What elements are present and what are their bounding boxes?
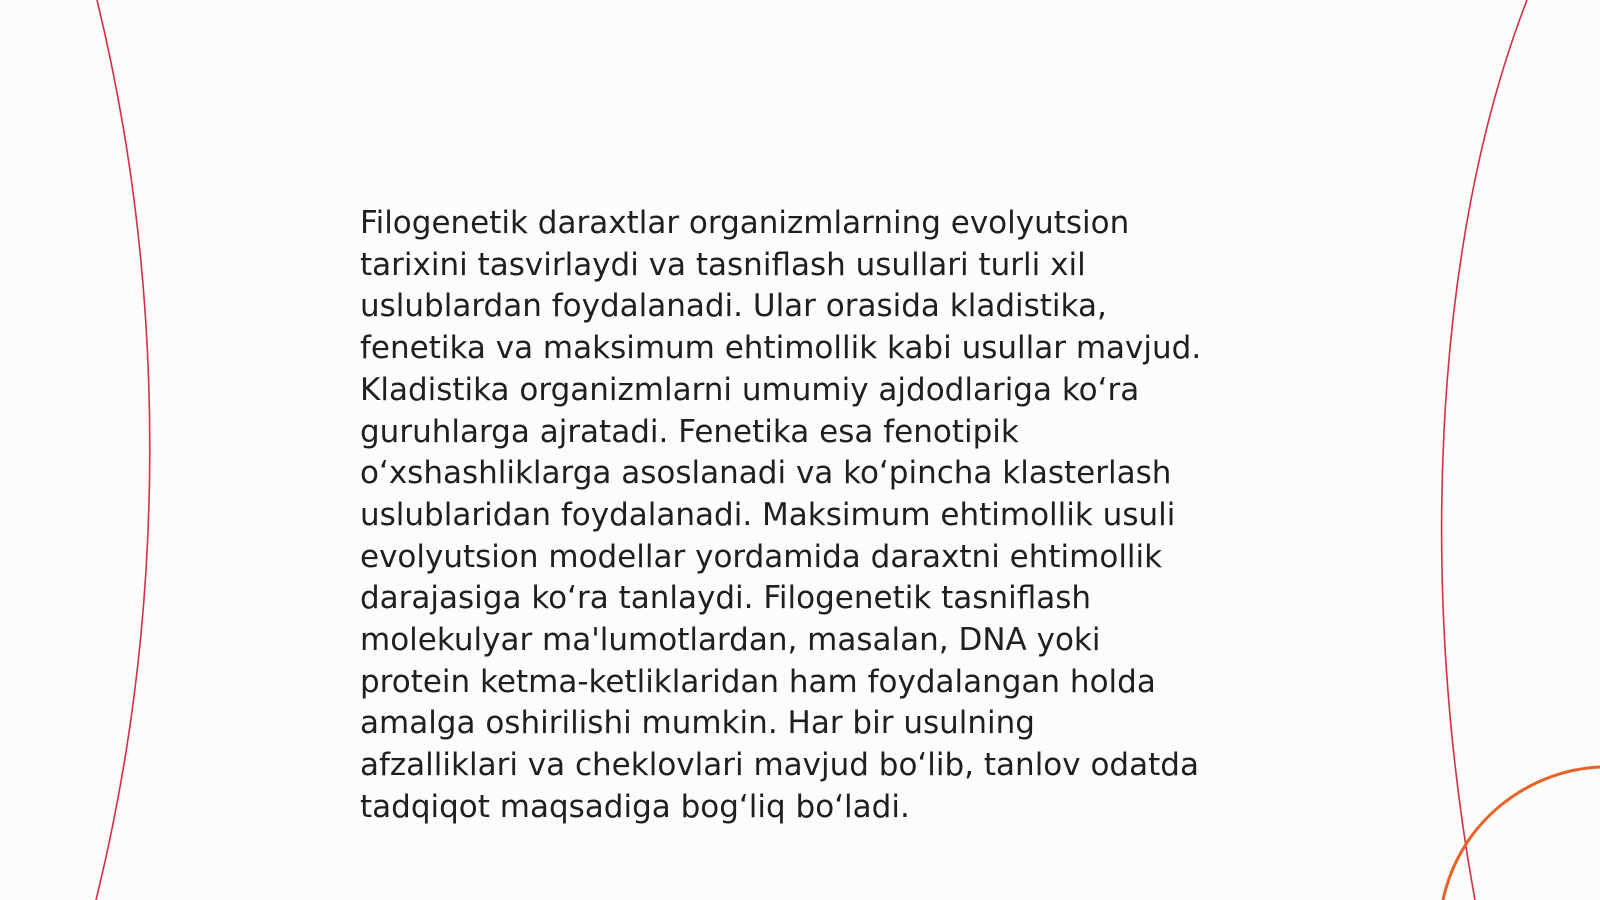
text-line: uslublardan foydalanadi. Ular orasida kladistika, [360, 288, 1107, 325]
text-line: amalga oshirilishi mumkin. Har bir usulning [360, 705, 1035, 742]
text-line: tarixini tasvirlaydi va tasniflash usullari turli xil [360, 246, 1086, 283]
text-line: fenetika va maksimum ehtimollik kabi usullar mavjud. [360, 330, 1202, 367]
text-line: afzalliklari va cheklovlari mavjud boʻlib, tanlov odatda [360, 747, 1199, 784]
text-line: evolyutsion modellar yordamida daraxtni ehtimollik [360, 538, 1163, 575]
text-line: Filogenetik daraxtlar organizmlarning evolyutsion [360, 205, 1130, 241]
text-line: protein ketma-ketliklaridan ham foydalangan holda [360, 663, 1156, 700]
left-curve [96, 0, 150, 900]
text-line: molekulyar ma'lumotlardan, masalan, DNA yoki [360, 622, 1101, 659]
text-line: guruhlarga ajratadi. Fenetika esa fenotipik [360, 413, 1019, 450]
text-line: oʻxshashliklarga asoslanadi va koʻpincha klasterlash [360, 455, 1172, 492]
text-line: Kladistika organizmlarni umumiy ajdodlariga koʻra [360, 371, 1140, 408]
right-curve [1442, 0, 1527, 900]
text-line: uslublaridan foydalanadi. Maksimum ehtimollik usuli [360, 496, 1176, 533]
text-line: darajasiga koʻra tanlaydi. Filogenetik tasniflash [360, 580, 1092, 617]
text-line: tadqiqot maqsadiga bogʻliq boʻladi. [360, 788, 910, 825]
slide-body-text [360, 203, 1260, 829]
accent-arc [1443, 767, 1600, 900]
